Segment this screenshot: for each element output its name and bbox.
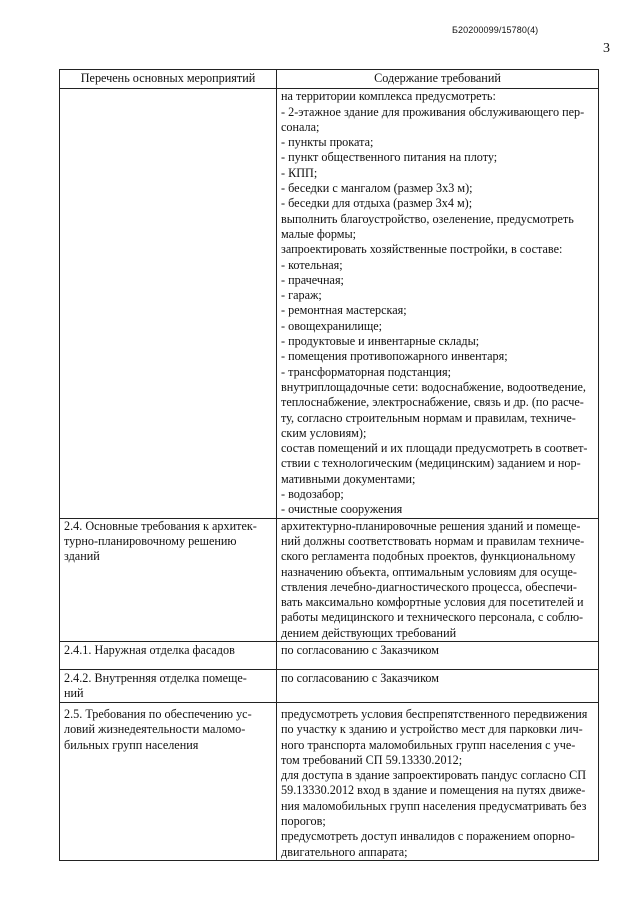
row-4-left-cell <box>60 669 277 702</box>
text-line: - водозабор; <box>281 487 344 502</box>
requirements-table <box>59 69 599 861</box>
row-2-right-cell <box>277 518 599 641</box>
row-5-right-cell <box>277 702 599 860</box>
text-line: - прачечная; <box>281 272 344 287</box>
text-line: 2.4.1. Наружная отделка фасадов <box>64 642 235 657</box>
text-line: ту, согласно строительным нормам и правилам, техниче- <box>281 410 576 425</box>
text-line: - 2-этажное здание для проживания обслуживающего пер- <box>281 104 585 119</box>
text-line: мативными документами; <box>281 471 416 486</box>
text-line: запроектировать хозяйственные постройки, в составе: <box>281 242 563 257</box>
text-line: теплоснабжение, электроснабжение, связь и др. (по расче- <box>281 395 584 410</box>
text-line: том требований СП 59.13330.2012; <box>281 752 463 767</box>
text-line: ствии с технологическим (медицинским) заданием и нор- <box>281 456 581 471</box>
table-row <box>60 702 599 860</box>
column-header-requirements: Содержание требований <box>277 70 599 89</box>
text-line: ского регламента подобных проектов, функциональному <box>281 549 576 564</box>
text-line: 59.13330.2012 вход в здание и помещения на путях движе- <box>281 783 586 798</box>
text-line: ствления лечебно-диагностического процесса, обеспечи- <box>281 579 577 594</box>
text-line: вать максимально комфортные условия для посетителей и <box>281 595 584 610</box>
text-line: - помещения противопожарного инвентаря; <box>281 349 508 364</box>
text-line: - пункты проката; <box>281 135 374 150</box>
text-line: - ремонтная мастерская; <box>281 303 407 318</box>
text-line: малые формы; <box>281 226 357 241</box>
text-line: двигательного аппарата; <box>281 844 408 859</box>
text-line: ний <box>64 686 84 701</box>
text-line: - продуктовые и инвентарные склады; <box>281 334 480 349</box>
text-line: по согласованию с Заказчиком <box>281 642 439 657</box>
text-line: - очистные сооружения <box>281 502 403 517</box>
text-line: турно-планировочному решению <box>64 533 237 548</box>
row-1-right-cell <box>277 89 599 518</box>
text-line: ния маломобильных групп населения предусматривать без <box>281 798 587 813</box>
text-line: выполнить благоустройство, озеленение, предусмотреть <box>281 211 574 226</box>
text-line: ским условиям); <box>281 425 367 440</box>
document-id: Б20200099/15780(4) <box>452 25 539 35</box>
text-line: предусмотреть условия беспрепятственного передвижения <box>281 706 588 721</box>
text-line: на территории комплекса предусмотреть: <box>281 89 496 104</box>
text-line: предусмотреть доступ инвалидов с поражением опорно- <box>281 829 575 844</box>
text-line: архитектурно-планировочные решения зданий и помеще- <box>281 518 581 533</box>
text-line: - гараж; <box>281 288 322 303</box>
text-line: - беседки с мангалом (размер 3х3 м); <box>281 181 473 196</box>
text-line: сонала; <box>281 119 320 134</box>
text-line: ловий жизнедеятельности маломо- <box>64 722 246 737</box>
text-line: зданий <box>64 549 100 564</box>
text-line: по участку к зданию и устройство мест для парковки лич- <box>281 722 583 737</box>
table-header-row <box>60 70 599 89</box>
row-2-left-cell <box>60 518 277 641</box>
text-line: порогов; <box>281 814 326 829</box>
row-3-left-cell <box>60 641 277 669</box>
text-line: - КПП; <box>281 165 318 180</box>
text-line: 2.4.2. Внутренняя отделка помеще- <box>64 670 247 685</box>
text-line: - овощехранилище; <box>281 318 383 333</box>
text-line: по согласованию с Заказчиком <box>281 670 439 685</box>
text-line: - трансформаторная подстанция; <box>281 364 452 379</box>
table-row <box>60 518 599 641</box>
text-line: для доступа в здание запроектировать пандус согласно СП <box>281 768 587 783</box>
text-line: ного транспорта маломобильных групп населения с уче- <box>281 737 576 752</box>
text-line: - беседки для отдыха (размер 3х4 м); <box>281 196 473 211</box>
table-row <box>60 89 599 518</box>
text-line: - котельная; <box>281 257 343 272</box>
row-5-left-cell <box>60 702 277 860</box>
row-1-left-cell <box>60 89 277 518</box>
row-4-right-cell <box>277 669 599 702</box>
text-line: дением действующих требований <box>281 625 457 640</box>
page-number: 3 <box>603 41 610 56</box>
text-line: 2.4. Основные требования к архитек- <box>64 518 257 533</box>
text-line: бильных групп населения <box>64 737 199 752</box>
text-line: состав помещений и их площади предусмотреть в соответ- <box>281 441 588 456</box>
text-line: внутриплощадочные сети: водоснабжение, водоотведение, <box>281 379 586 394</box>
table-row <box>60 641 599 669</box>
row-3-right-cell <box>277 641 599 669</box>
column-header-measures: Перечень основных мероприятий <box>60 70 277 89</box>
text-line: работы медицинского и технического персонала, с соблю- <box>281 610 584 625</box>
text-line: 2.5. Требования по обеспечению ус- <box>64 706 252 721</box>
text-line: ний должны соответствовать нормам и правилам техниче- <box>281 533 585 548</box>
table-row <box>60 669 599 702</box>
text-line: - пункт общественного питания на плоту; <box>281 150 498 165</box>
text-line: назначению объекта, оптимальным условиям для осуще- <box>281 564 577 579</box>
